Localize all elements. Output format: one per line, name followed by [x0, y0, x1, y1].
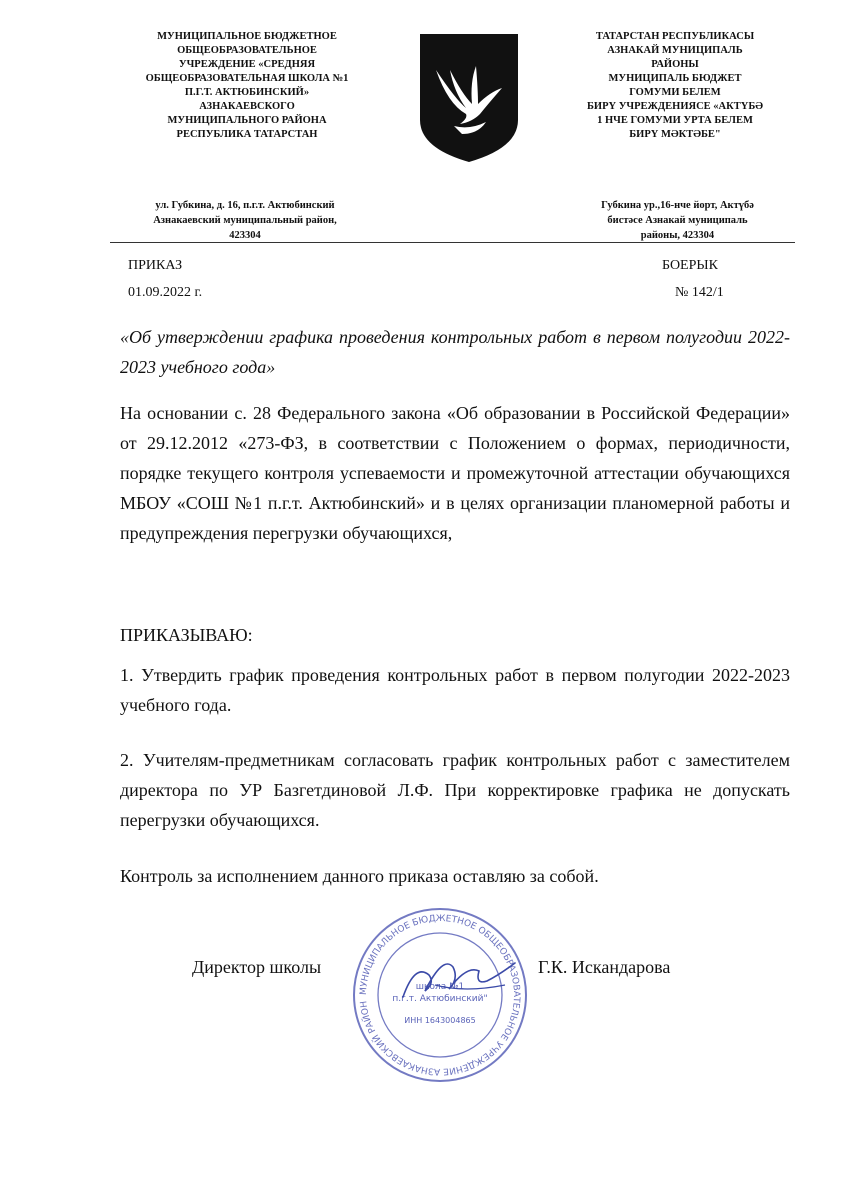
address-line: ул. Губкина, д. 16, п.г.т. Актюбинский: [155, 200, 335, 211]
svg-text:школа №1: школа №1: [415, 982, 465, 992]
header-line: МУНИЦИПАЛЬНОЕ БЮДЖЕТНОЕ: [157, 31, 337, 42]
header-line: ТАТАРСТАН РЕСПУБЛИКАСЫ: [595, 31, 755, 42]
order-date: 01.09.2022 г.: [128, 285, 203, 300]
header-line: 1 НЧЕ ГОМУМИ УРТА БЕЛЕМ: [597, 115, 753, 126]
header-line: УЧРЕЖДЕНИЕ «СРЕДНЯЯ: [178, 59, 316, 70]
header-line: ГОМУМИ БЕЛЕМ: [629, 87, 721, 98]
svg-text:ИНН 1643004865: ИНН 1643004865: [404, 1016, 476, 1025]
header-line: РЕСПУБЛИКА ТАТАРСТАН: [176, 129, 318, 140]
eagle-emblem-icon: [416, 30, 522, 166]
header-line: МУНИЦИПАЛЬНОГО РАЙОНА: [167, 115, 327, 126]
signature-icon: [395, 945, 525, 1015]
control-paragraph: Контроль за исполнением данного приказа оставляю за собой.: [120, 866, 599, 886]
director-name: Г.К. Искандарова: [538, 957, 671, 977]
order-subject: «Об утверждении графика проведения контрольных работ в первом полугодии 2022-2023 учебного года»: [120, 327, 790, 377]
order-title-tt: БОЕРЫК: [662, 258, 718, 273]
header-line: П.Г.Т. АКТЮБИНСКИЙ»: [184, 87, 310, 98]
address-line: Губкина ур.,16-нче йорт, Актүбә: [601, 200, 754, 211]
director-position: Директор школы: [192, 957, 322, 977]
header-line: ОБЩЕОБРАЗОВАТЕЛЬНАЯ ШКОЛА №1: [145, 73, 349, 84]
header-org-name-ru: [112, 30, 382, 142]
order-item: 2. Учителям-предметникам согласовать график контрольных работ с заместителем директора по УР Базгетдиновой Л.Ф. При корректировке графика не допускать перегрузки обучающихся.: [120, 750, 790, 830]
address-tt: [575, 198, 780, 243]
order-title-ru: ПРИКАЗ: [128, 258, 183, 273]
order-item: 1. Утвердить график проведения контрольных работ в первом полугодии 2022-2023 учебного года.: [120, 665, 790, 715]
address-ru: [110, 198, 380, 243]
address-line: бистәсе Азнакай муниципаль: [607, 215, 748, 226]
order-number: № 142/1: [675, 285, 724, 300]
header-line: АЗНАКАЙ МУНИЦИПАЛЬ: [607, 45, 743, 56]
header-divider: [110, 242, 795, 243]
svg-text:МУНИЦИПАЛЬНОЕ БЮДЖЕТНОЕ ОБЩЕОБ: МУНИЦИПАЛЬНОЕ БЮДЖЕТНОЕ ОБЩЕОБРАЗОВАТЕЛЬНОЕ УЧРЕЖДЕНИЕ АЗНАКАЕВСКИЙ РАЙОН: [358, 913, 522, 1077]
address-line: 423304: [229, 230, 261, 241]
header-line: МУНИЦИПАЛЬ БЮДЖЕТ: [608, 73, 742, 84]
header-line: РАЙОНЫ: [651, 59, 699, 70]
header-org-name-tt: [555, 30, 795, 142]
address-line: районы, 423304: [640, 230, 715, 241]
header-line: АЗНАКАЕВСКОГО: [199, 101, 295, 112]
header-line: БИРҮ МӘКТӘБЕ": [629, 129, 721, 140]
order-basis-paragraph: На основании с. 28 Федерального закона «Об образовании в Российской Федерации» от 29.12.2012 «273-ФЗ, в соответствии с Положением о формах, периодичности, порядке текущего контроля успеваемости и промежуточной аттестации обучающихся МБОУ «СОШ №1 п.г.т. Актюбинский» и в целях организации планомерной работы и предупреждения перегрузки обучающихся,: [120, 403, 790, 543]
svg-text:п.г.т. Актюбинский": п.г.т. Актюбинский": [392, 994, 488, 1004]
order-directive-word: ПРИКАЗЫВАЮ:: [120, 625, 253, 645]
address-line: Азнакаевский муниципальный район,: [153, 215, 337, 226]
header-line: ОБЩЕОБРАЗОВАТЕЛЬНОЕ: [177, 45, 317, 56]
header-line: БИРҮ УЧРЕЖДЕНИЯСЕ «АКТҮБӘ: [586, 101, 764, 112]
